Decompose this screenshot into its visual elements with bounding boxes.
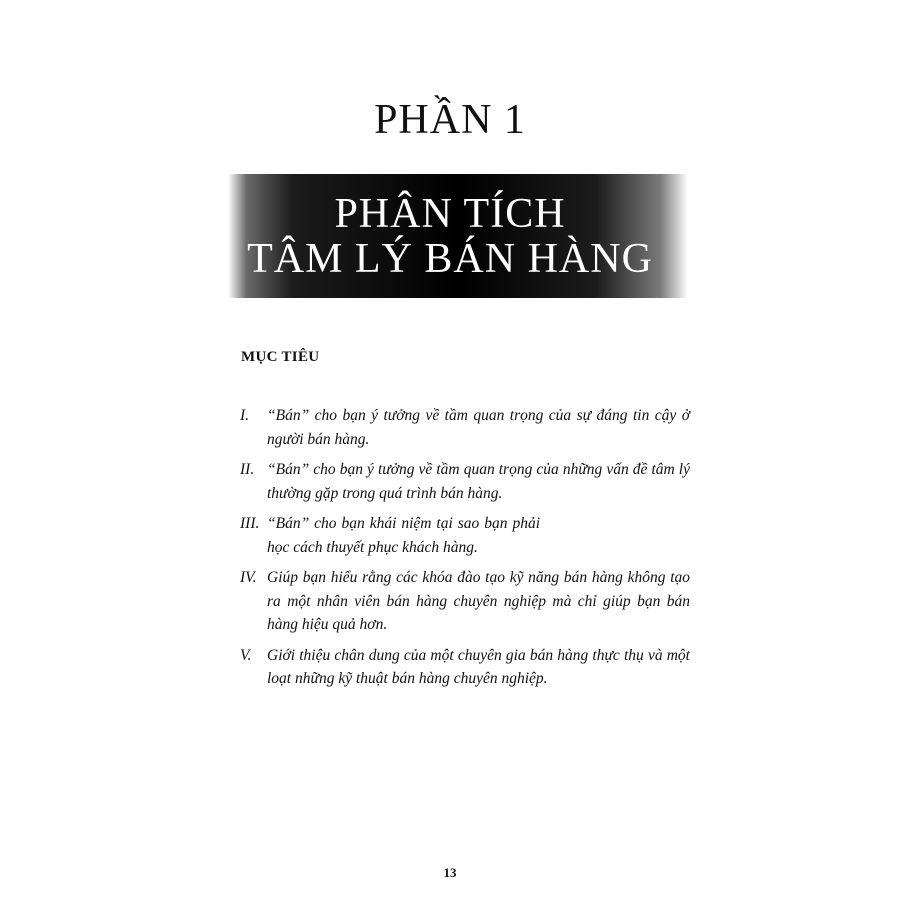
page-number: 13 <box>443 865 457 880</box>
objective-text: “Bán” cho bạn ý tưởng về tầm quan trọng của sự đáng tin cậy ở người bán hàng. <box>267 407 690 448</box>
objective-number: II. <box>240 461 255 478</box>
objectives-list <box>240 404 690 698</box>
part-title: PHẦN 1 <box>374 97 526 143</box>
objective-text: Giới thiệu chân dung của một chuyên gia bán hàng thực thụ và một loạt những kỹ thuật bán hàng chuyên nghiệp. <box>267 646 690 687</box>
objective-number: I. <box>240 407 250 424</box>
chapter-title-line-2: TÂM LÝ BÁN HÀNG <box>247 236 653 282</box>
objective-text: “Bán” cho bạn khái niệm tại sao bạn phải học cách thuyết phục khách hàng. <box>267 515 540 556</box>
objective-text: “Bán” cho bạn ý tưởng về tầm quan trọng của những vấn đề tâm lý thường gặp trong quá trình bán hàng. <box>267 461 690 502</box>
objective-item <box>240 512 690 559</box>
objective-text: Giúp bạn hiểu rằng các khóa đào tạo kỹ năng bán hàng không tạo ra một nhân viên bán hàng chuyên nghiệp mà chỉ giúp bạn bán hàng hiệu quả hơn. <box>267 569 690 633</box>
objective-number: V. <box>240 646 252 664</box>
objective-number: IV. <box>240 569 257 586</box>
objective-item <box>240 458 690 505</box>
objective-item <box>240 404 690 451</box>
objectives-heading: MỤC TIÊU <box>241 349 320 365</box>
objective-number: III. <box>240 515 260 532</box>
objective-item <box>240 644 690 691</box>
objective-item <box>240 566 690 637</box>
chapter-title-line-1: PHÂN TÍCH <box>334 191 566 237</box>
